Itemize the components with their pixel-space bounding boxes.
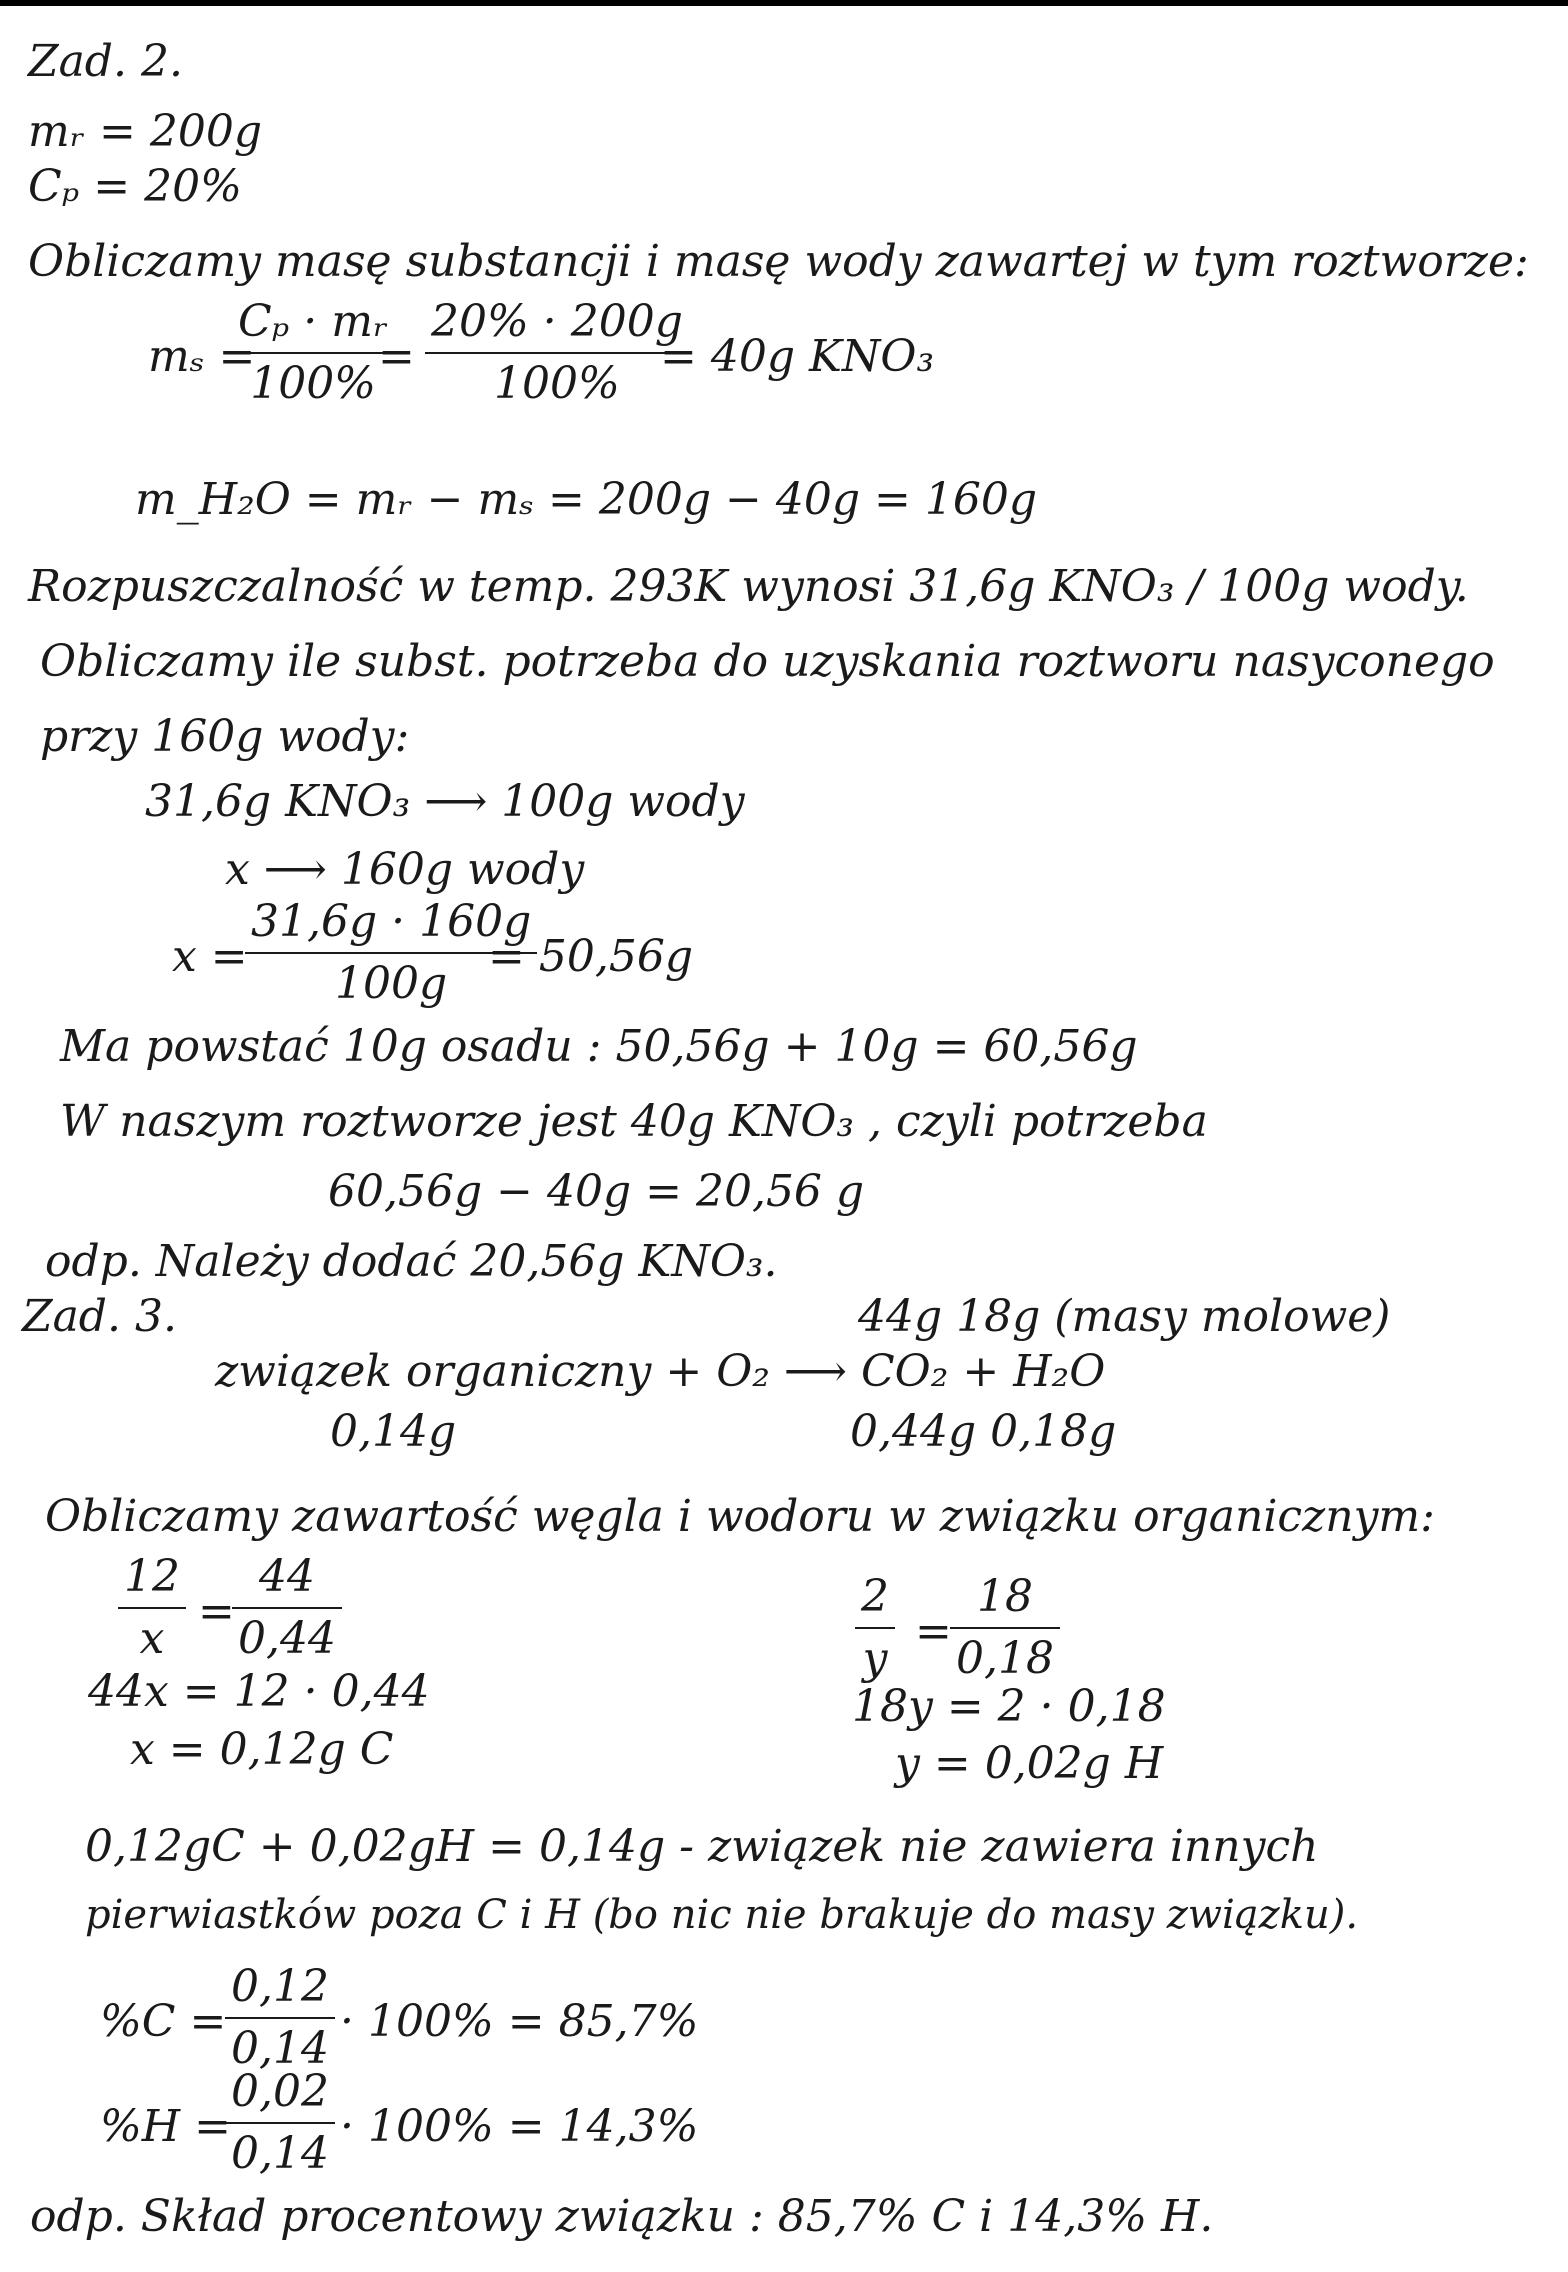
task3-carbon-step-1: 44x = 12 · 0,44 (88, 1666, 430, 1717)
task3-molar-masses: 44g 18g (masy molowe) (858, 1291, 1391, 1342)
task2-water-mass: m_H₂O = mᵣ − mₛ = 200g − 40g = 160g (135, 474, 1037, 525)
task3-percent-c-fraction (225, 1961, 335, 2074)
task3-carbon-rhs-fraction (232, 1551, 342, 1664)
page-top-border (0, 0, 1568, 6)
task3-intro: Obliczamy zawartość węgla i wodoru w związku organicznym: (45, 1491, 1435, 1542)
task3-title: Zad. 3. (22, 1291, 177, 1342)
task3-percent-h-fraction (225, 2066, 335, 2179)
task2-calc-intro-1: Obliczamy ile subst. potrzeba do uzyskania roztworu nasyconego (40, 636, 1495, 687)
task3-sum-line: 0,12gC + 0,02gH = 0,14g - związek nie zawiera innych (85, 1821, 1319, 1872)
fraction-denominator: 0,18 (956, 1633, 1054, 1684)
task2-needed: 60,56g − 40g = 20,56 g (328, 1166, 865, 1217)
task3-percent-h-result: · 100% = 14,3% (340, 2101, 699, 2152)
fraction-numerator: 20% · 200g (425, 300, 689, 354)
fraction-numerator: 2 (855, 1575, 895, 1629)
fraction-denominator: 100% (250, 358, 376, 409)
task2-intro: Obliczamy masę substancji i masę wody zawartej w tym roztworze: (28, 236, 1529, 287)
task3-reaction: związek organiczny + O₂ ⟶ CO₂ + H₂O (215, 1346, 1106, 1397)
fraction-denominator: 0,44 (238, 1613, 336, 1664)
fraction-denominator: y (862, 1633, 888, 1684)
task2-ms-result: = 40g KNO₃ (660, 331, 935, 382)
task3-percent-c-lhs: %C = (100, 1996, 227, 2047)
task3-hydrogen-lhs-fraction (855, 1571, 895, 1684)
task2-in-solution: W naszym roztworze jest 40g KNO₃ , czyli potrzeba (60, 1096, 1208, 1147)
fraction-denominator: 100g (335, 958, 448, 1009)
task2-concentration: Cₚ = 20% (28, 161, 242, 212)
task3-mass-compound: 0,14g (330, 1406, 457, 1457)
fraction-numerator: 44 (232, 1555, 342, 1609)
task3-carbon-lhs-fraction (118, 1551, 186, 1664)
task2-proportion-1: 31,6g KNO₃ ⟶ 100g wody (145, 776, 745, 827)
task2-ms-fraction-2 (425, 296, 689, 409)
fraction-numerator: Cₚ · mᵣ (232, 300, 394, 354)
task2-answer: odp. Należy dodać 20,56g KNO₃. (45, 1236, 778, 1287)
task3-mass-products: 0,44g 0,18g (850, 1406, 1117, 1457)
fraction-denominator: 100% (494, 358, 620, 409)
task3-answer: odp. Skład procentowy związku : 85,7% C i 14,3% H. (30, 2191, 1214, 2242)
fraction-denominator: 0,14 (231, 2128, 329, 2179)
task3-hydrogen-step-1: 18y = 2 · 0,18 (852, 1681, 1166, 1732)
task3-sum-line-2: pierwiastków poza C i H (bo nic nie brakuje do masy związku). (85, 1892, 1359, 1938)
task2-ms-equals: = (378, 331, 415, 382)
task3-hydrogen-rhs-fraction (950, 1571, 1060, 1684)
task3-carbon-equals: = (198, 1586, 235, 1637)
fraction-numerator: 31,6g · 160g (245, 900, 537, 954)
fraction-numerator: 18 (950, 1575, 1060, 1629)
task2-calc-intro-2: przy 160g wody: (40, 711, 410, 762)
task2-precipitate: Ma powstać 10g osadu : 50,56g + 10g = 60,56g (60, 1021, 1138, 1072)
task2-proportion-2: x ⟶ 160g wody (225, 844, 585, 895)
task3-carbon-step-2: x = 0,12g C (130, 1724, 394, 1775)
fraction-numerator: 0,12 (225, 1965, 335, 2019)
task3-hydrogen-equals: = (915, 1606, 952, 1657)
task3-percent-h-lhs: %H = (100, 2101, 232, 2152)
task2-solubility: Rozpuszczalność w temp. 293K wynosi 31,6g KNO₃ / 100g wody. (28, 561, 1469, 612)
task3-hydrogen-step-2: y = 0,02g H (895, 1738, 1164, 1789)
task2-ms-fraction-1 (232, 296, 394, 409)
fraction-numerator: 0,02 (225, 2070, 335, 2124)
fraction-numerator: 12 (118, 1555, 186, 1609)
task2-title: Zad. 2. (28, 36, 183, 87)
task2-solution-mass: mᵣ = 200g (28, 106, 262, 157)
fraction-denominator: 0,14 (231, 2023, 329, 2074)
task2-x-lhs: x = (172, 931, 248, 982)
task2-ms-lhs: mₛ = (148, 331, 256, 382)
fraction-denominator: x (139, 1613, 165, 1664)
task2-x-result: = 50,56g (488, 931, 693, 982)
task3-percent-c-result: · 100% = 85,7% (340, 1996, 699, 2047)
